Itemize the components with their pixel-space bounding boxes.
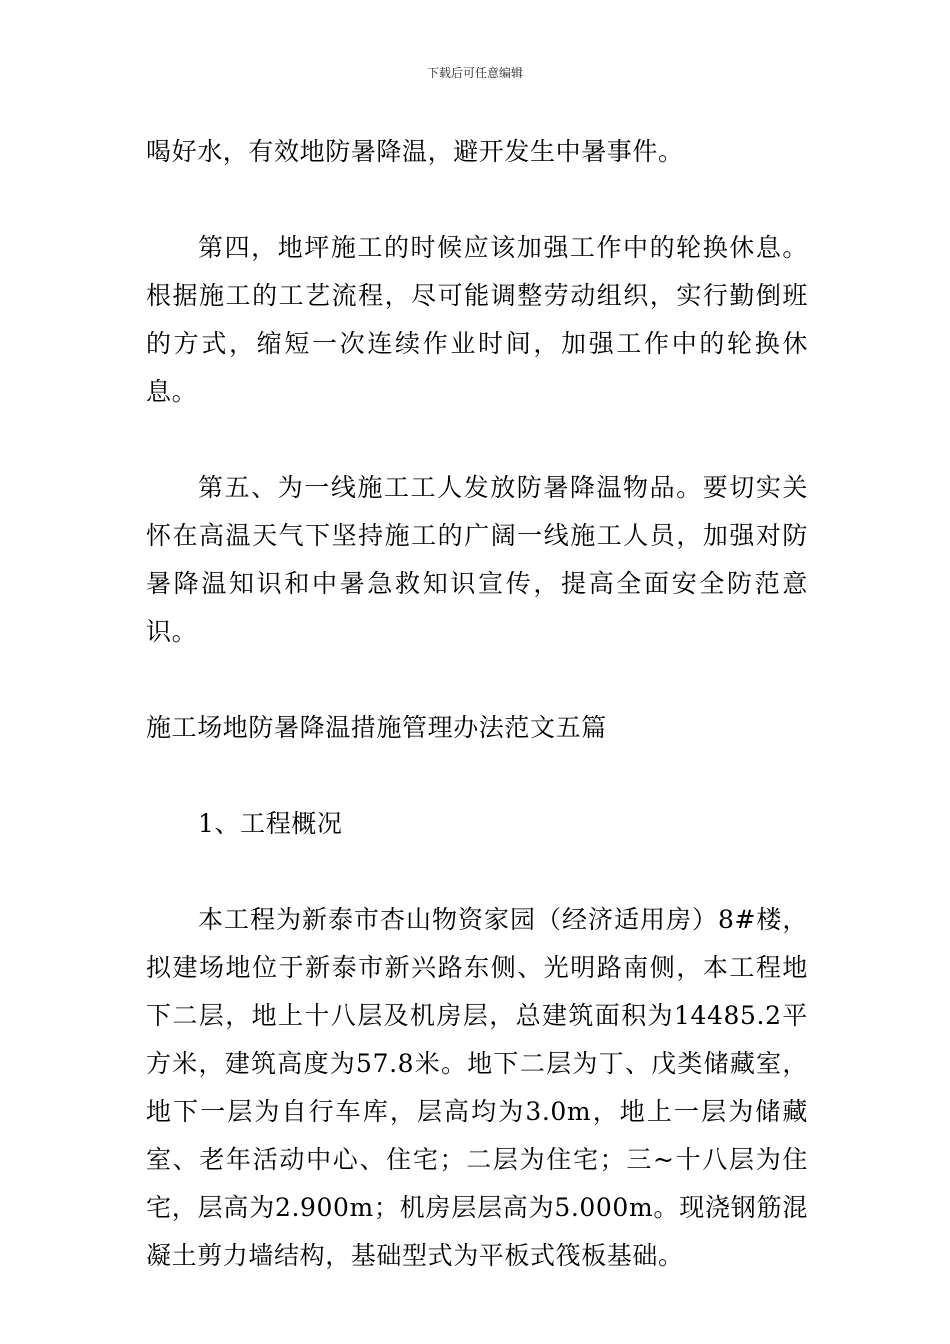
paragraph-4: 本工程为新泰市杏山物资家园（经济适用房）8#楼，拟建场地位于新泰市新兴路东侧、光明路南侧，本工程地下二层，地上十八层及机房层，总建筑面积为14485.2平方米，建筑高度为57.8米。地下二层为丁、戊类储藏室，地下一层为自行车库，层高均为3.0m，地上一层为储藏室、老年活动中心、住宅；二层为住宅；三~十八层为住宅，层高为2.900m；机房层层高为5.000m。现浇钢筋混凝土剪力墙结构，基础型式为平板式筏板基础。 — [146, 905, 808, 1270]
page-header: 下载后可任意编辑 — [426, 66, 523, 80]
paragraph-2: 第四，地坪施工的时候应该加强工作中的轮换休息。根据施工的工艺流程，尽可能调整劳动组织，实行勤倒班的方式，缩短一次连续作业时间，加强工作中的轮换休息。 — [146, 233, 808, 406]
document-body — [146, 128, 808, 1280]
article-title: 施工场地防暑降温措施管理办法范文五篇 — [146, 713, 607, 742]
paragraph-3: 第五、为一线施工工人发放防暑降温物品。要切实关怀在高温天气下坚持施工的广阔一线施工人员，加强对防暑降温知识和中暑急救知识宣传，提高全面安全防范意识。 — [146, 473, 808, 646]
paragraph-1: 喝好水，有效地防暑降温，避开发生中暑事件。 — [146, 137, 684, 166]
section-heading: 1、工程概况 — [198, 809, 343, 838]
